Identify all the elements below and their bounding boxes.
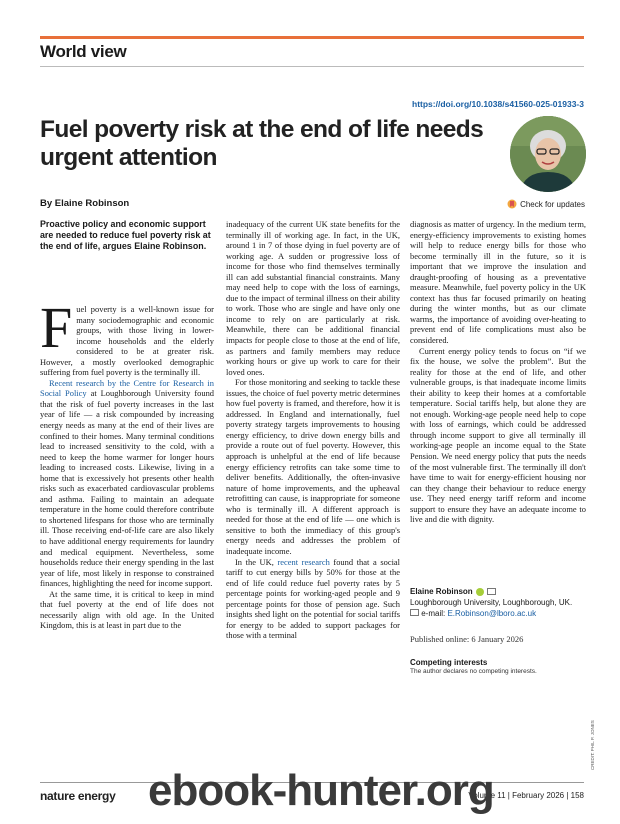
email-label: e-mail:: [421, 609, 448, 618]
check-updates-button[interactable]: [507, 199, 585, 209]
research-link[interactable]: recent research: [277, 556, 330, 567]
email-line: [410, 608, 586, 619]
author-block: [410, 586, 586, 619]
column-1: [40, 219, 214, 631]
paragraph: inadequacy of the current UK state benefits for the terminally ill of working age. In fact, in the UK, around 1 in 7 of those dying in fuel poverty are of working age. A sudden or progressive loss of income for those who find themselves terminally ill can add substantial financial constraints. Many may need help to cope with the loss of earnings, due to the impact of terminal illness on their ability to work. Those who are single and have only one income to rely on are particularly at risk. Meanwhile, there can be additional financial impacts for people close to those at the end of life, as partners and family members may reduce working hours or give up work to care for their loved ones.: [226, 219, 400, 377]
research-link[interactable]: Recent research by the Centre for Research in Social Policy: [40, 377, 214, 399]
email-link[interactable]: E.Robinson@lboro.ac.uk: [447, 609, 537, 618]
paragraph: diagnosis as matter of urgency. In the medium term, energy-efficiency improvements to existing homes will help to reduce energy bills for those who become terminally ill in the future, so it is important that we improve the insulation and draught-proofing of housing as a preventative measure. Meanwhile, fuel poverty policy in the UK context has thus far focused primarily on heating during the winter months, but as our climate warms, the importance of avoiding over-heating to prevent end of life complications must also be considered.: [410, 219, 586, 346]
doi-link[interactable]: https://doi.org/10.1038/s41560-025-01933-3: [412, 99, 584, 109]
mail-icon: [410, 609, 419, 616]
journal-name: nature energy: [40, 789, 116, 803]
paragraph-text: found that a social tariff to cut energy bills by 50% for those at the end of life could reduce fuel poverty rates by 5 percentage points for working-aged people and 9 percentage points for those of pension age. Such insights shed light on the potential for social tariffs for energy to be added to support packages for those with a terminal: [226, 556, 400, 641]
top-accent-bar: [40, 36, 584, 39]
competing-interests-title: Competing interests: [410, 658, 488, 667]
author-name: Elaine Robinson: [410, 587, 473, 596]
column-2: [226, 219, 400, 641]
header-divider: [40, 66, 584, 67]
column-3: [410, 219, 586, 525]
bookmark-refresh-icon: [507, 199, 517, 209]
watermark: ebook-hunter.org: [148, 766, 494, 815]
paragraph: Current energy policy tends to focus on “if we fix the house, we solve the problem”. But the reality for those at the end of life, and other vulnerable groups, is that inadequate income limits their ability to keep their homes at a comfortable temperature. Social tariffs help, but alone they are not enough. Working-age people need help to cope with loss of earnings, which could be addressed through income support to give all terminally ill working-age people an income equal to the State Pension. We need energy policy that puts the needs of the most vulnerable first. The terminally ill don't have time to wait for energy-efficient housing nor can they change their behaviour to reduce energy use. They need energy tariff reform and income support to ensure they have an adequate income to live and die with dignity.: [410, 345, 586, 525]
author-portrait: [510, 116, 586, 192]
check-updates-label: Check for updates: [520, 199, 585, 209]
byline: By Elaine Robinson: [40, 198, 130, 209]
competing-interests-text: The author declares no competing interests.: [410, 668, 537, 675]
author-name-row: [410, 586, 586, 597]
paragraph: At the same time, it is critical to keep in mind that fuel poverty at the end of life does not necessarily align with old age. In the United Kingdom, this is at least in part due to the: [40, 588, 214, 631]
section-title: World view: [40, 42, 127, 61]
published-date: Published online: 6 January 2026: [410, 634, 524, 644]
lead-paragraph: Fuel poverty is a well-known issue for many sociodemographic and economic groups, with those living in lower-income households and the elderly considered to be at greater risk. However, a mostly overlooked demographic suffering from fuel poverty is the terminally ill.: [40, 295, 214, 378]
photo-credit: CREDIT: PHIL P. JONES: [590, 720, 595, 770]
mail-icon[interactable]: [487, 588, 496, 595]
paragraph: For those monitoring and seeking to tackle these issues, the choice of fuel poverty metric determines how fuel poverty is framed, and therefore, how it is addressed. In England and internationally, fuel poverty strategy targets improvements to housing energy efficiency, to drive down energy bills and provide a route out of fuel poverty. However, this approach is unhelpful at the end of life because energy efficiency retrofits can take some time to deliver benefits. Additionally, the often-invasive nature of home improvements, and the upheaval retrofitting can cause, is inappropriate for someone who is terminally ill. A different approach is needed for those at the end of life — one which is sensitive to both the immediacy of this group's energy needs and addresses the problem of inadequate income.: [226, 377, 400, 556]
standfirst: Proactive policy and economic support are needed to reduce fuel poverty risk at the end of life, argues Elaine Robinson.: [40, 219, 211, 251]
article-title: Fuel poverty risk at the end of life needs urgent attention: [40, 116, 484, 171]
orcid-icon[interactable]: [476, 588, 484, 596]
author-affiliation: Loughborough University, Loughborough, UK.: [410, 598, 573, 607]
paragraph-text: at Loughborough University found that the risk of fuel poverty increases in the last year of life — a risk compounded by increasing energy needs as many at the end of their lives are confined to their homes. Many terminal conditions lead to increased sensitivity to the cold, with a need to keep the home warmer for longer hours leading to increased costs. Likewise, living in a home that is excessively hot presents other health risks such as exacerbated cardiovascular problems and asthma. Failing to maintain an adequate temperature in the home could therefore contribute to shortened lifespans for those who are terminally ill. Those receiving end-of-life care are also likely to have additional energy requirements for laundry and medical equipment. Nevertheless, some households reduce their energy spending in the last year of life, most likely in response to constrained finances, highlighting the need for income support.: [40, 388, 215, 589]
paragraph: [40, 378, 214, 589]
volume-info: Volume 11 | February 2026 | 158: [468, 791, 584, 800]
paragraph: [226, 557, 400, 641]
paragraph-text: In the UK,: [235, 556, 278, 567]
